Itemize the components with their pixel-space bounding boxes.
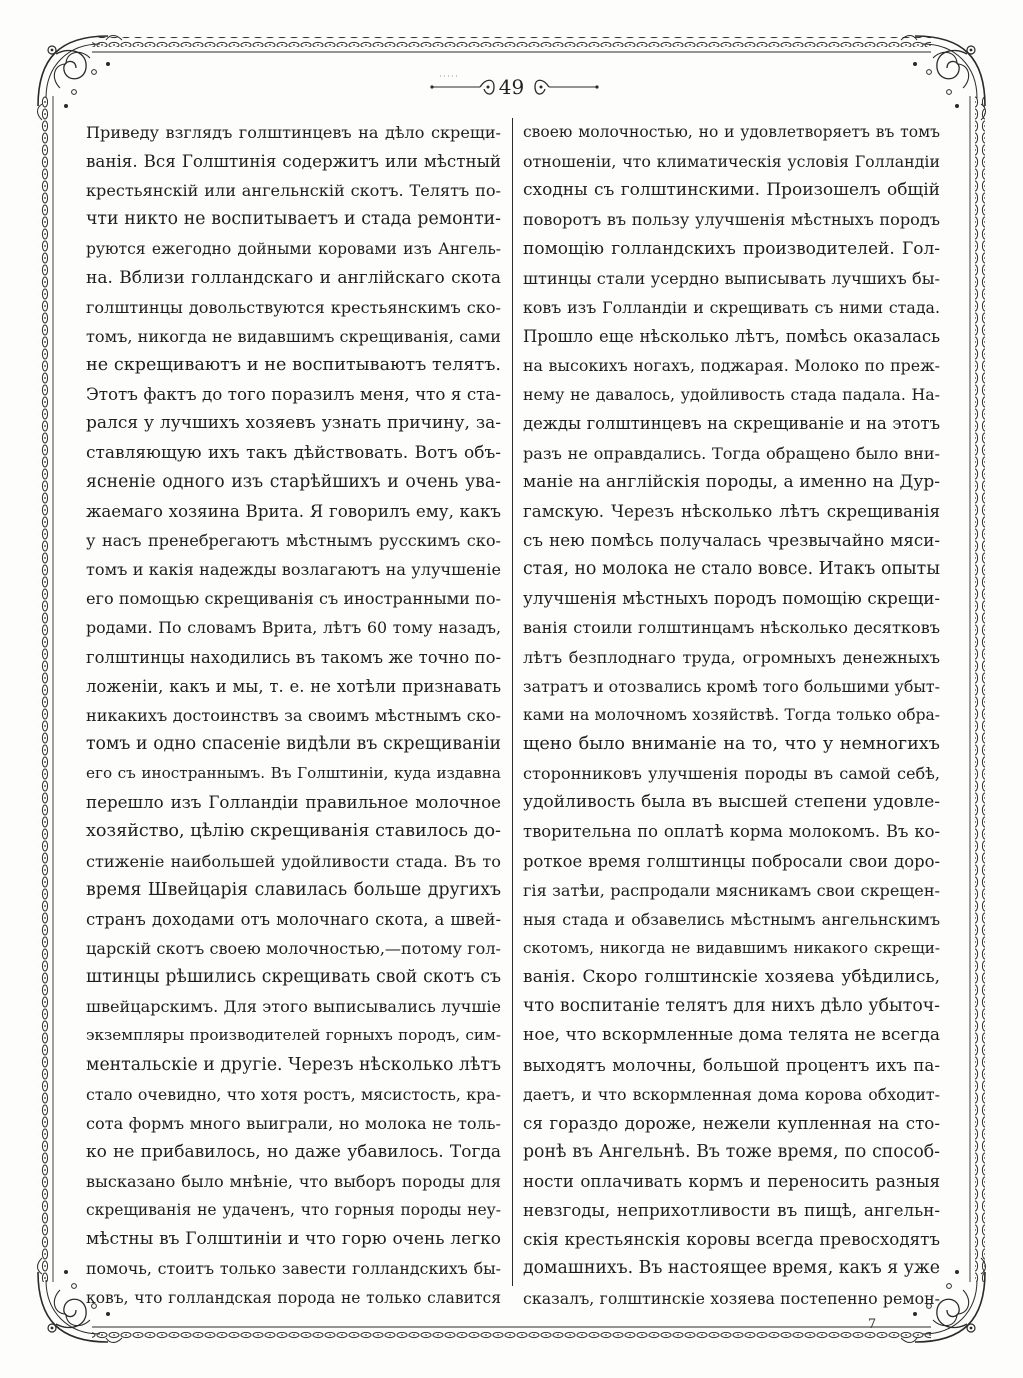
text-line: на. Вблизи голландскаго и англійскаго скота (86, 267, 501, 288)
text-line: гамскую. Черезъ нѣсколько лѣтъ скрещиванія (523, 500, 940, 521)
text-line: у насъ пренебрегаютъ мѣстнымъ русскимъ ско- (86, 530, 501, 550)
text-line: рался у лучшихъ хозяевъ узнать причину, за- (86, 413, 501, 434)
text-line: на высокихъ ногахъ, поджарая. Молоко по преж- (523, 356, 940, 376)
text-line: скрещиванія не удаченъ, что горныя породы неу- (86, 1201, 501, 1220)
text-line: томъ и какія надежды возлагаютъ на улучшеніе (86, 560, 501, 580)
text-line: ставляющую ихъ такъ дѣйствовать. Вотъ объ- (86, 442, 501, 463)
text-line: гія затѣи, распродали мясникамъ свои скрещен- (523, 880, 940, 900)
text-line: руются ежегодно дойными коровами изъ Ангель- (86, 239, 501, 258)
text-line: Этотъ фактъ до того поразилъ меня, что я ста- (86, 384, 501, 405)
text-line: время Швейцарія славилась больше другихъ (86, 879, 501, 900)
text-line: ное, что вскормленные дома телята не всегда (523, 1025, 940, 1046)
text-line: ности оплачивать кормъ и переносить разныя (523, 1171, 940, 1192)
text-line: роткое время голштинцы побросали свои доро- (523, 851, 940, 871)
text-line: сота формъ много выиграли, но молока не толь- (86, 1113, 501, 1133)
text-line: сходны съ голштинскими. Произошелъ общій (523, 180, 940, 201)
text-line: съ нею помѣсь получалась чрезвычайно мяси- (523, 529, 940, 550)
text-line: стиженіе наибольшей удойливости стада. Въ то (86, 851, 501, 871)
text-line: никакихъ достоинствъ за своимъ мѣстнымъ ско- (86, 705, 501, 725)
text-line: ментальскіе и другіе. Черезъ нѣсколько лѣтъ (86, 1054, 501, 1075)
text-line: ясненіе одного изъ старѣйшихъ и очень ува- (86, 471, 501, 492)
text-line: выходятъ молочны, большой процентъ ихъ па- (523, 1054, 940, 1075)
text-line: своею молочностью, но и удовлетворяетъ въ томъ (523, 123, 940, 141)
text-line: удойливость была въ высшей степени удовле- (523, 792, 940, 813)
text-line: голштинцы находились въ такомъ же точно по- (86, 647, 501, 667)
text-line: ся гораздо дороже, нежели купленная на сто- (523, 1112, 940, 1133)
text-line: ковъ изъ Голландіи и скрещивать съ ними стада. (523, 297, 940, 317)
border-chain-right (975, 96, 985, 1282)
text-line: Прошло еще нѣсколько лѣтъ, помѣсь оказалась (523, 326, 940, 346)
text-line: домашнихъ. Въ настоящее время, какъ я уже (523, 1258, 940, 1279)
text-line: скотомъ, никогда не видавшимъ никакого скрещи- (523, 938, 940, 957)
text-line: разъ не оправдались. Тогда обращено было вни- (523, 443, 940, 463)
text-line: ванія. Скоро голштинскіе хозяева убѣдились, (523, 967, 940, 988)
text-line: ложеніи, какъ и мы, т. е. не хотѣли признавать (86, 676, 501, 696)
text-line: помощію голландскихъ производителей. Гол- (523, 238, 940, 259)
text-line: скія крестьянскія коровы всегда превосходятъ (523, 1229, 940, 1250)
text-line: штинцы рѣшились скрещивать свой скотъ съ (86, 967, 501, 988)
text-line: ронѣ въ Ангельнѣ. Въ тоже время, по способ- (523, 1141, 940, 1162)
text-line: царскій скотъ своею молочностью,—потому гол- (86, 938, 501, 958)
text-line: мѣстны въ Голштиніи и что горю очень легко (86, 1229, 501, 1250)
border-chain-top (92, 37, 931, 47)
text-line: дежды голштинцевъ на скрещиваніе и на этотъ (523, 414, 940, 434)
text-line: ныя стада и обзавелись мѣстнымъ ангельнскимъ (523, 909, 940, 929)
page-header (0, 70, 1023, 104)
text-line: творительна по оплатѣ корма молокомъ. Въ ко- (523, 822, 940, 842)
text-line: швейцарскимъ. Для этого выписывались лучшіе (86, 997, 501, 1017)
text-line: странъ доходами отъ молочнаго скота, а швей- (86, 909, 501, 929)
text-line: чти никто не воспитываетъ и стада ремонти- (86, 209, 501, 230)
text-line: что воспитаніе телятъ для нихъ дѣло убыточ- (523, 996, 940, 1017)
text-line: ко не прибавилось, но даже убавилось. Тогда (86, 1141, 501, 1162)
text-line: его съ иностраннымъ. Въ Голштиніи, куда издавна (86, 764, 501, 783)
column-divider (512, 118, 513, 1286)
text-line: экземпляры производителей горныхъ породъ, сим- (86, 1026, 501, 1045)
text-line: ками на молочномъ хозяйствѣ. Тогда только обра- (523, 705, 940, 724)
text-line: томъ и одно спасеніе видѣли въ скрещиваніи (86, 733, 501, 754)
text-line: штинцы стали усердно выписывать лучшихъ бы- (523, 268, 940, 288)
text-line: ванія. Вся Голштинія содержитъ или мѣстный (86, 151, 501, 172)
text-line: перешло изъ Голландіи правильное молочное (86, 792, 501, 813)
text-line: улучшенія мѣстныхъ породъ помощію скрещи- (523, 588, 940, 609)
text-line: стало очевидно, что хотя ростъ, мясистость, кра- (86, 1084, 501, 1104)
text-line: сказалъ, голштинскіе хозяева постепенно ремон- (523, 1288, 940, 1308)
text-line: не скрещиваютъ и не воспитываютъ телятъ. (86, 355, 501, 376)
text-line: его помощью скрещиванія съ иностранными по- (86, 589, 501, 609)
text-line: помочь, стоитъ только завести голландскихъ бы- (86, 1259, 501, 1279)
text-line: голштинцы довольствуются крестьянскимъ ско- (86, 297, 501, 317)
text-line: сторонниковъ улучшенія породы въ самой себѣ, (523, 764, 940, 784)
text-line: родами. По словамъ Врита, лѣтъ 60 тому назадъ, (86, 618, 501, 638)
page-number: 49 (498, 75, 525, 99)
text-line: маніе на англійскія породы, а именно на Дур- (523, 471, 940, 492)
text-line: хозяйство, цѣлію скрещиванія ставилось до- (86, 821, 501, 842)
text-line: лѣтъ безплоднаго труда, огромныхъ денежныхъ (523, 647, 940, 667)
text-line: стая, но молока не стало вовсе. Итакъ опыты (523, 559, 940, 580)
text-line: высказано было мнѣніе, что выборъ породы для (86, 1172, 501, 1192)
text-line: даетъ, и что вскормленная дома корова обходит- (523, 1084, 940, 1104)
text-line: отношеніи, что климатическія условія Голландіи (523, 152, 940, 172)
text-line: поворотъ въ пользу улучшенія мѣстныхъ породъ (523, 210, 940, 230)
border-chain-left (38, 96, 48, 1282)
text-line: ванія стоили голштинцамъ нѣсколько десятковъ (523, 618, 940, 638)
text-line: нему не давалось, удойливость стада падала. На- (523, 385, 940, 405)
text-line: Приведу взглядъ голштинцевъ на дѣло скрещи- (86, 123, 501, 142)
text-line: щено было вниманіе на то, что у немногихъ (523, 733, 940, 754)
text-line: ковъ, что голландская порода не только славится (86, 1288, 501, 1307)
text-line: жаемаго хозяина Врита. Я говорилъ ему, какъ (86, 500, 501, 521)
text-line: крестьянскій или ангельнскій скотъ. Телятъ по- (86, 181, 501, 201)
text-line: невзгоды, неприхотливости въ пищѣ, ангельн- (523, 1200, 940, 1221)
border-chain-bottom (92, 1332, 931, 1342)
signature-mark: 7 (867, 1317, 877, 1332)
text-line: затратъ и отозвались кромѣ того большими убыт- (523, 676, 940, 696)
right-text-column (523, 118, 940, 1308)
text-line: томъ, никогда не видавшимъ скрещиванія, сами (86, 326, 501, 346)
left-text-column (86, 118, 501, 1307)
